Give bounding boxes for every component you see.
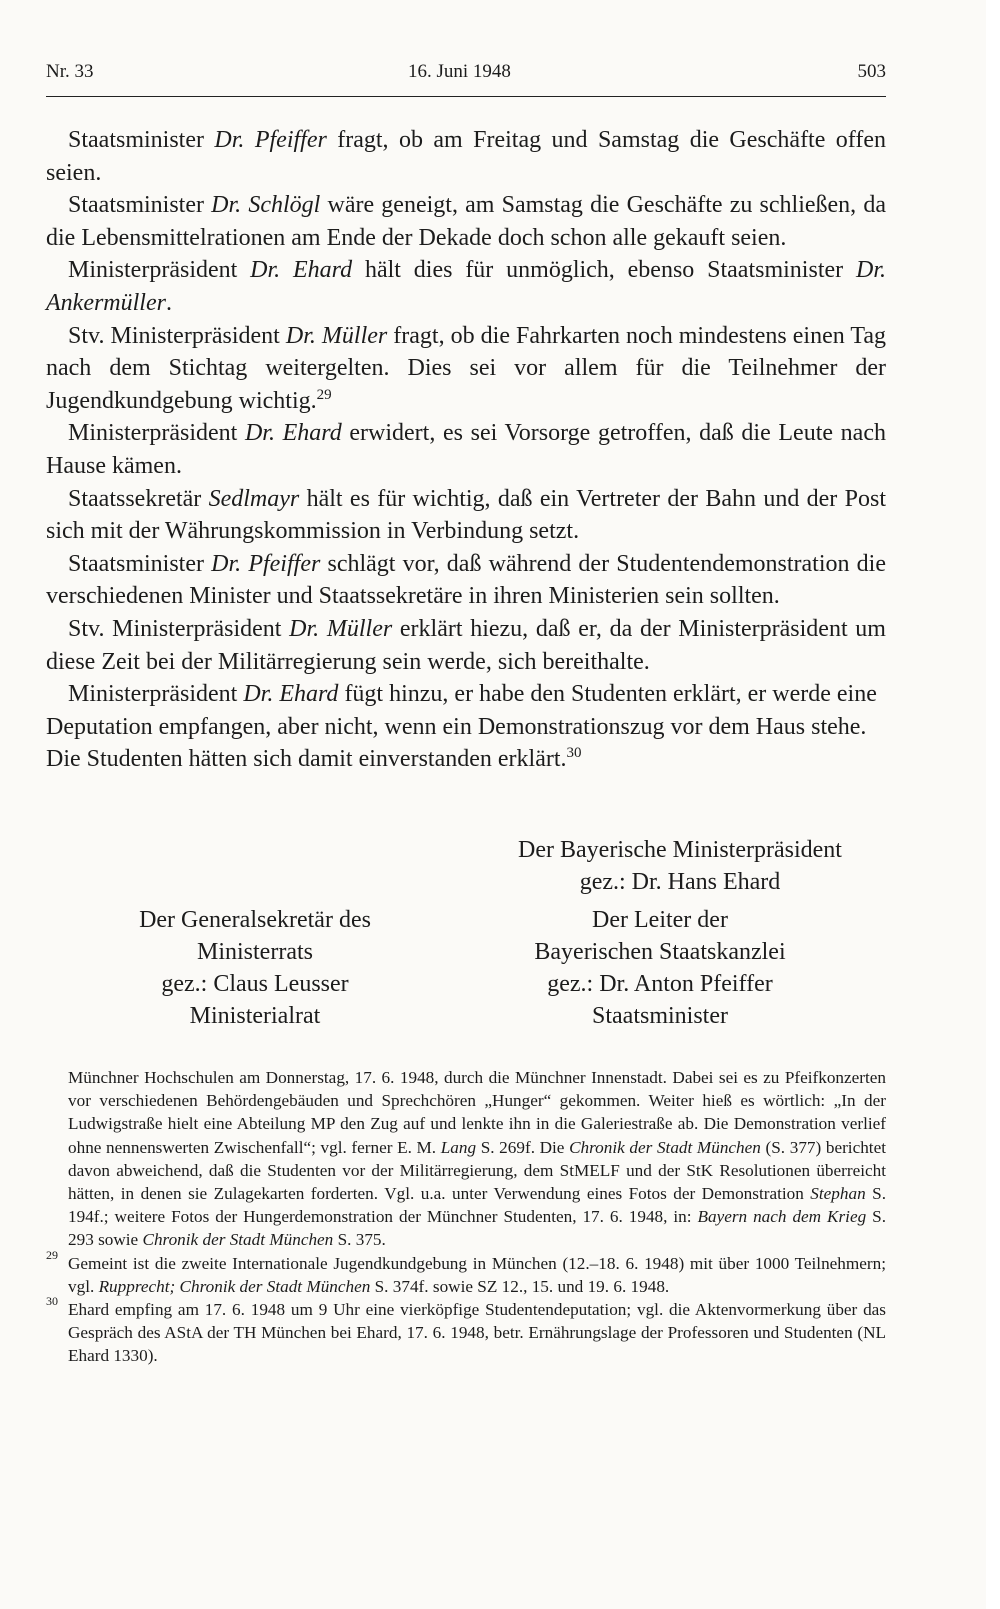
speaker-name: Sedlmayr bbox=[208, 485, 300, 512]
paragraph: Stv. Ministerpräsident Dr. Müller erklärt hiezu, daß er, da der Ministerpräsident um diese Zeit bei der Militärregierung sein werde, sich bereithalte. bbox=[46, 615, 886, 675]
footnote-30: 30 Ehard empfing am 17. 6. 1948 um 9 Uhr eine vierköpfige Studentendeputation; vgl. die Aktenvormerkung über das Gespräch des AStA der TH München bei Ehard, 17. 6. 1948, betr. Ernährungslage der Professoren und Studenten (NL Ehard 1330). bbox=[46, 1294, 886, 1366]
minutes-body bbox=[46, 124, 886, 776]
paragraph: Staatsminister Dr. Pfeiffer schlägt vor, daß während der Studentendemonstration die verschiedenen Minister und Staatssekretäre in ihren Ministerien sein sollten. bbox=[46, 550, 886, 610]
footnote-continuation: Münchner Hochschulen am Donnerstag, 17. 6. 1948, durch die Münchner Innenstadt. Dabei sei es zu Pfeifkonzerten vor verschiedenen Behördengebäuden und Sprechchören „Hunger“ gekommen. Weiter hieß es wörtlich: „In der Ludwigstraße hielt eine Abteilung MP den Zug auf und lenkte ihn in die Galeriestraße ab. Die Demonstration verlief ohne nennenswerten Zwischenfall“; vgl. ferner E. M. Lang S. 269f. Die Chronik der Stadt München (S. 377) berichtet davon abweichend, daß die Studenten vor der Militärregierung, dem StMELF und der StK Resolutionen überreicht hätten, in denen sie Zulagekarten forderten. Vgl. u.a. unter Verwendung eines Fotos der Demonstration Stephan S. 194f.; weitere Fotos der Hungerdemonstration der Münchner Studenten, 17. 6. 1948, in: Bayern nach dem Krieg S. 293 sowie Chronik der Stadt München S. 375. bbox=[68, 1068, 887, 1250]
paragraph: Staatssekretär Sedlmayr hält es für wichtig, daß ein Vertreter der Bahn und der Post sich mit der Währungskommission in Verbindung setzt. bbox=[46, 485, 886, 545]
speaker-name: Dr. Pfeiffer bbox=[211, 550, 321, 577]
header-date: 16. Juni 1948 bbox=[408, 61, 511, 82]
speaker-name: Dr. Ehard bbox=[243, 681, 339, 708]
footnote-number: 30 bbox=[46, 1294, 58, 1309]
speaker-name: Dr. Schlögl bbox=[211, 192, 321, 219]
header-rule bbox=[46, 96, 886, 97]
speaker-name: Dr. Ankermüller bbox=[46, 257, 886, 316]
paragraph: Ministerpräsident Dr. Ehard erwidert, es sei Vorsorge getroffen, daß die Leute nach Hause kämen. bbox=[46, 420, 886, 479]
signature-generalsekretaer: Der Generalsekretär des Ministerrats gez.: Claus Leusser Ministerialrat bbox=[139, 907, 371, 1029]
signature-staatskanzlei: Der Leiter der Bayerischen Staatskanzlei gez.: Dr. Anton Pfeiffer Staatsminister bbox=[534, 907, 786, 1029]
speaker-name: Dr. Müller bbox=[289, 615, 393, 642]
paragraph: Staatsminister Dr. Pfeiffer fragt, ob am Freitag und Samstag die Geschäfte offen seien. bbox=[46, 127, 886, 186]
paragraph: Ministerpräsident Dr. Ehard fügt hinzu, er habe den Studenten erklärt, er werde eine Deputation empfangen, aber nicht, wenn ein Demonstrationszug vor dem Haus stehe. Die Studenten hätten sich damit einverstanden erklärt.$^{30}$ bbox=[46, 681, 877, 773]
issue-number: Nr. 33 bbox=[46, 61, 94, 82]
paragraph: Ministerpräsident Dr. Ehard hält dies für unmöglich, ebenso Staatsminister Dr. Ankermüller. bbox=[46, 257, 886, 316]
footnote-ref: 30 bbox=[566, 745, 582, 762]
speaker-name: Dr. Ehard bbox=[244, 420, 342, 447]
footnote-ref: 29 bbox=[316, 386, 332, 403]
footnotes bbox=[46, 1066, 886, 1368]
speaker-name: Dr. Pfeiffer bbox=[214, 127, 327, 153]
speaker-name: Dr. Ehard bbox=[250, 257, 353, 284]
page-number: 503 bbox=[857, 61, 886, 82]
paragraph: Staatsminister Dr. Schlögl wäre geneigt, am Samstag die Geschäfte zu schließen, da die Lebensmittelrationen am Ende der Dekade doch schon alle gekauft seien. bbox=[46, 192, 886, 251]
paragraph: Stv. Ministerpräsident Dr. Müller fragt, ob die Fahrkarten noch mindestens einen Tag nach dem Stichtag weitergelten. Dies sei vor allem für die Teilnehmer der Jugendkundgebung wichtig.$^{29}$ bbox=[46, 322, 887, 414]
speaker-name: Dr. Müller bbox=[285, 322, 388, 349]
footnote-number: 29 bbox=[46, 1247, 58, 1262]
signature-ministerpraesident: Der Bayerische Ministerpräsident gez.: Dr. Hans Ehard bbox=[518, 837, 842, 895]
footnote-29: 29 Gemeint ist die zweite Internationale Jugendkundgebung in München (12.–18. 6. 1948) mit über 1000 Teilnehmern; vgl. Rupprecht; Chronik der Stadt München S. 374f. sowie SZ 12., 15. und 19. 6. 1948. bbox=[46, 1247, 886, 1296]
